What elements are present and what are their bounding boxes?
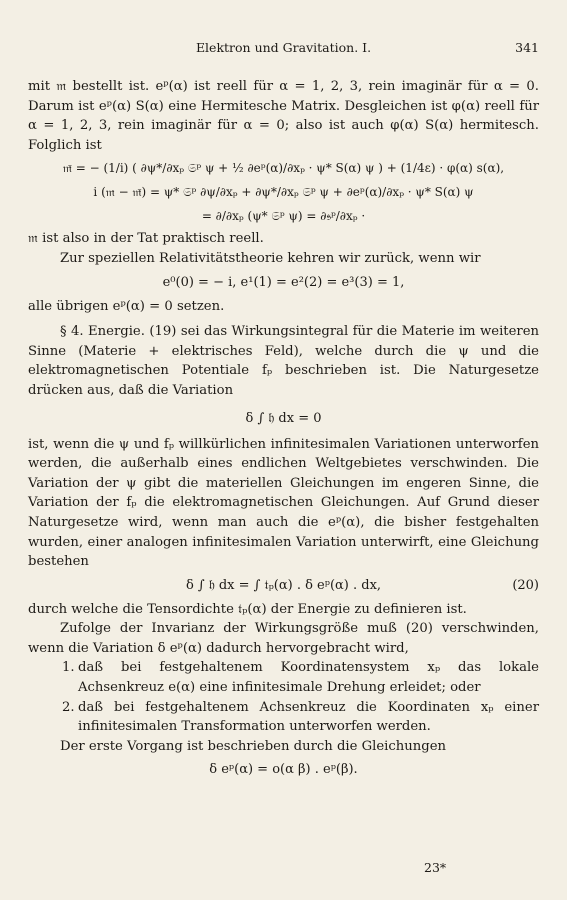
equation: 𝔪̄ = − (1/i) ( ∂ψ*/∂xₚ 𝔖ᵖ ψ + ½ ∂eᵖ(α)/∂xₚ · ψ* S(α) ψ ) + (1/4ε) · φ(α) s(α), bbox=[62, 161, 505, 176]
signature-mark: 23* bbox=[424, 860, 447, 875]
paragraph: Zufolge der Invarianz der Wirkungsgröße muß (20) verschwinden, wenn die Variation δ eᵖ(α) dadurch hervorgebracht wird, bbox=[28, 621, 539, 656]
list-text: daß bei festgehaltenem Achsenkreuz die Koordinaten xₚ einer infinitesimalen Transformation unterworfen werden. bbox=[78, 699, 539, 735]
equation: i (𝔪 − 𝔪̄) = ψ* 𝔖ᵖ ∂ψ/∂xₚ + ∂ψ*/∂xₚ 𝔖ᵖ ψ + ∂eᵖ(α)/∂xₚ · ψ* S(α) ψ bbox=[93, 185, 474, 200]
equation: = ∂/∂xₚ (ψ* 𝔖ᵖ ψ) = ∂𝔰ᵖ/∂xₚ · bbox=[201, 209, 366, 224]
page-body bbox=[28, 77, 539, 784]
paragraph: durch welche die Tensordichte 𝔱ₚ(α) der Energie zu definieren ist. bbox=[28, 601, 467, 617]
paragraph: alle übrigen eᵖ(α) = 0 setzen. bbox=[28, 298, 225, 314]
paragraph: ist, wenn die ψ und fₚ willkürlichen infinitesimalen Variationen unterworfen werden, die außerhalb eines endlichen Weltgebietes verschwinden. Die Variation der ψ gibt die materiellen Gleichungen im engeren Sinne, die Variation der fₚ die elektromagnetischen Gleichungen. Auf Grund dieser Naturgesetze wird, wenn man auch die eᵖ(α), die bisher festgehalten wurden, einer analogen infinitesimalen Variation unterwirft, eine Gleichung bestehen bbox=[28, 436, 539, 570]
list-text: daß bei festgehaltenem Koordinatensystem xₚ das lokale Achsenkreuz e(α) eine infinitesimale Drehung erleidet; oder bbox=[78, 660, 539, 696]
list-number: 2. bbox=[62, 699, 75, 715]
equation-body: δ ∫ 𝔥 dx = ∫ 𝔱ₚ(α) . δ eᵖ(α) . dx, bbox=[185, 577, 382, 593]
list-item bbox=[28, 698, 539, 737]
running-header bbox=[28, 40, 539, 56]
paragraph: mit 𝔪 bestellt ist. eᵖ(α) ist reell für α = 1, 2, 3, rein imaginär für α = 0. Darum ist eᵖ(α) S(α) eine Hermitesche Matrix. Desgleichen ist φ(α) reell für α = 1, 2, 3, rein imaginär für α = 0; also ist auch φ(α) S(α) hermitesch. Folglich ist bbox=[28, 79, 539, 153]
running-title: Elektron und Gravitation. I. bbox=[195, 40, 372, 55]
section-paragraph: § 4. Energie. (19) sei das Wirkungsintegral für die Materie im weiteren Sinne (Materie + elektrisches Feld), welche durch die ψ und die elektromagnetischen Potentiale fₚ beschrieben ist. Die Naturgesetze drücken aus, daß die Variation bbox=[28, 324, 539, 398]
equation: δ ∫ 𝔥 dx = 0 bbox=[245, 410, 322, 426]
equation-numbered bbox=[28, 572, 539, 600]
equation-number: (20) bbox=[512, 577, 539, 593]
paragraph: Zur speziellen Relativitätstheorie kehren wir zurück, wenn wir bbox=[60, 250, 481, 266]
equation: δ eᵖ(α) = o(α β) . eᵖ(β). bbox=[209, 762, 358, 778]
paragraph: Der erste Vorgang ist beschrieben durch die Gleichungen bbox=[60, 738, 447, 754]
numbered-list bbox=[28, 658, 539, 736]
list-number: 1. bbox=[62, 660, 75, 676]
paragraph: 𝔪 ist also in der Tat praktisch reell. bbox=[28, 231, 264, 247]
list-item bbox=[28, 658, 539, 697]
equation: e⁰(0) = − i, e¹(1) = e²(2) = e³(3) = 1, bbox=[162, 274, 405, 290]
page-number: 341 bbox=[515, 40, 539, 55]
